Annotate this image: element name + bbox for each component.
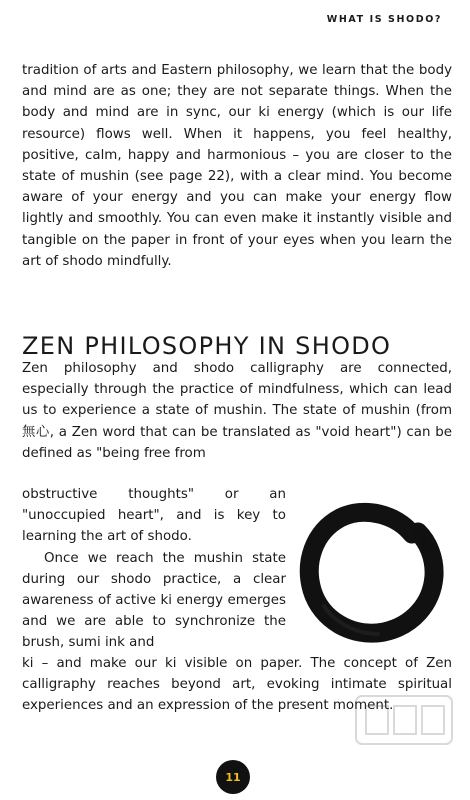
enso-circle-icon bbox=[294, 496, 446, 648]
running-head: WHAT IS SHODO? bbox=[326, 14, 442, 25]
wrapped-text-block bbox=[22, 484, 286, 654]
body-paragraph-2-continued: obstructive thoughts" or an "unoccupied heart", and is key to learning the art of shodo. bbox=[22, 487, 286, 545]
section-heading: ZEN PHILOSOPHY IN SHODO bbox=[22, 331, 392, 360]
body-paragraph-3-end: ki – and make our ki visible on paper. The concept of Zen calligraphy reaches beyond art, evoking intimate spiritual experiences and an expression of the present moment. bbox=[22, 656, 452, 714]
body-paragraph-3-start: Once we reach the mushin state during our shodo practice, a clear awareness of active ki energy emerges and we are able to synchronize the brush, sumi ink and bbox=[22, 550, 286, 651]
body-paragraph-1: tradition of arts and Eastern philosophy, we learn that the body and mind are as one; they are not separate things. When the body and mind are in sync, our ki energy (which is our life resource) flows well. When it happens, you feel healthy, positive, calm, happy and harmonious – you are closer to the state of mushin (see page 22), with a clear mind. You become aware of your energy and you can make your energy flow lightly and smoothly. You can even make it instantly visible and tangible on the paper in front of your eyes when you learn the art of shodo mindfully. bbox=[22, 63, 452, 269]
page-number-badge: 11 bbox=[216, 760, 250, 794]
body-paragraph-2: Zen philosophy and shodo calligraphy are connected, especially through the practice of mindfulness, which can lead us to experience a state of mushin. The state of mushin (from 無心, a Zen word that can be translated as "void heart") can be defined as "being free from bbox=[22, 361, 452, 461]
watermark-stamp-icon bbox=[352, 688, 456, 752]
